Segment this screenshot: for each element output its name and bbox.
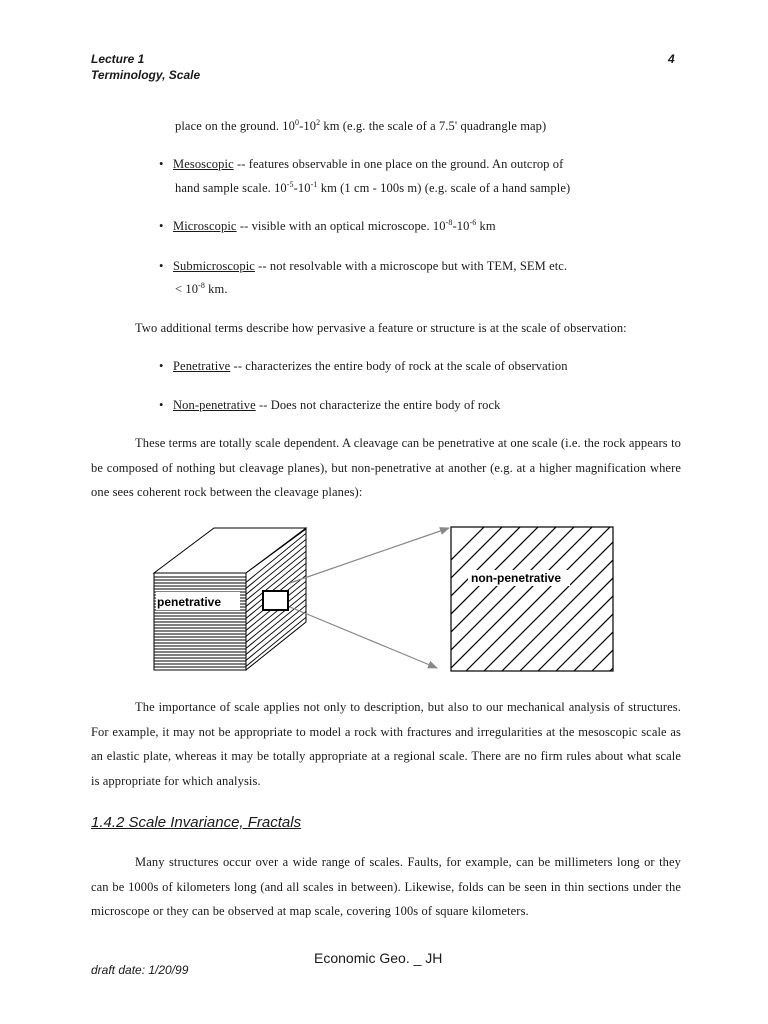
page-number: 4 xyxy=(668,52,675,66)
term-mesoscopic: Mesoscopic xyxy=(173,157,234,171)
penetrative-label: penetrative xyxy=(157,595,222,609)
lecture-label: Lecture 1 xyxy=(91,52,145,66)
continued-line: place on the ground. $10^0-10^2$ km (e.g. the scale of a 7.5' quadrangle map) xyxy=(175,118,547,133)
bullet-mesoscopic: • Mesoscopic -- features observable in one place on the ground. An outcrop of xyxy=(159,157,564,171)
magnified-square xyxy=(340,520,630,671)
bullet-submicroscopic-line2: < $10^{-8}$ km. xyxy=(175,281,228,296)
footer-center: Economic Geo. _ JH xyxy=(314,950,443,966)
draft-date: draft date: 1/20/99 xyxy=(91,963,189,977)
block-front-face xyxy=(154,573,246,670)
inset-square xyxy=(263,591,288,610)
arrow-upper xyxy=(290,528,449,583)
paragraph-many-structures: Many structures occur over a wide range of scales. Faults, for example, can be millimeters long or they can be 1000s of kilometers long (and all scales in between). Likewise, folds can be seen in thin sections under the microscope or they can be observed at map scale, covering 100s of square kilometers. xyxy=(91,855,681,918)
topic-label: Terminology, Scale xyxy=(91,68,201,82)
bullet-non-penetrative: • Non-penetrative -- Does not characterize the entire body of rock xyxy=(159,398,501,412)
bullet-microscopic: • Microscopic -- visible with an optical microscope. $10^{-8}-10^{-6}$ km xyxy=(159,218,496,233)
term-submicroscopic: Submicroscopic xyxy=(173,259,255,273)
cleavage-figure xyxy=(140,520,630,680)
paragraph-scale-dependent: These terms are totally scale dependent. A cleavage can be penetrative at one scale (i.e. the rock appears to be composed of nothing but cleavage planes), but non-penetrative at another (e.g. at a higher magnification where one sees coherent rock between the cleavage planes): xyxy=(91,436,681,499)
bullet-submicroscopic: • Submicroscopic -- not resolvable with a microscope but with TEM, SEM etc. xyxy=(159,259,568,273)
term-penetrative: Penetrative xyxy=(173,359,231,373)
non-penetrative-label: non-penetrative xyxy=(471,571,562,585)
term-non-penetrative: Non-penetrative xyxy=(173,398,256,412)
paragraph-importance: The importance of scale applies not only to description, but also to our mechanical analysis of structures. For example, it may not be appropriate to model a rock with fractures and irregularities at the mesoscopic scale as an elastic plate, whereas it may be totally appropriate at a regional scale. There are no firm rules about what scale is appropriate for which analysis. xyxy=(91,700,681,788)
bullet-mesoscopic-line2: hand sample scale. $10^{-5}-10^{-1}$ km (1 cm - 100s m) (e.g. scale of a hand sample) xyxy=(175,180,571,195)
paragraph-two-terms: Two additional terms describe how pervasive a feature or structure is at the scale of observation: xyxy=(135,321,627,335)
bullet-penetrative: • Penetrative -- characterizes the entire body of rock at the scale of observation xyxy=(159,359,568,373)
section-heading: 1.4.2 Scale Invariance, Fractals xyxy=(91,814,302,831)
arrow-lower xyxy=(290,607,437,668)
term-microscopic: Microscopic xyxy=(173,219,237,233)
